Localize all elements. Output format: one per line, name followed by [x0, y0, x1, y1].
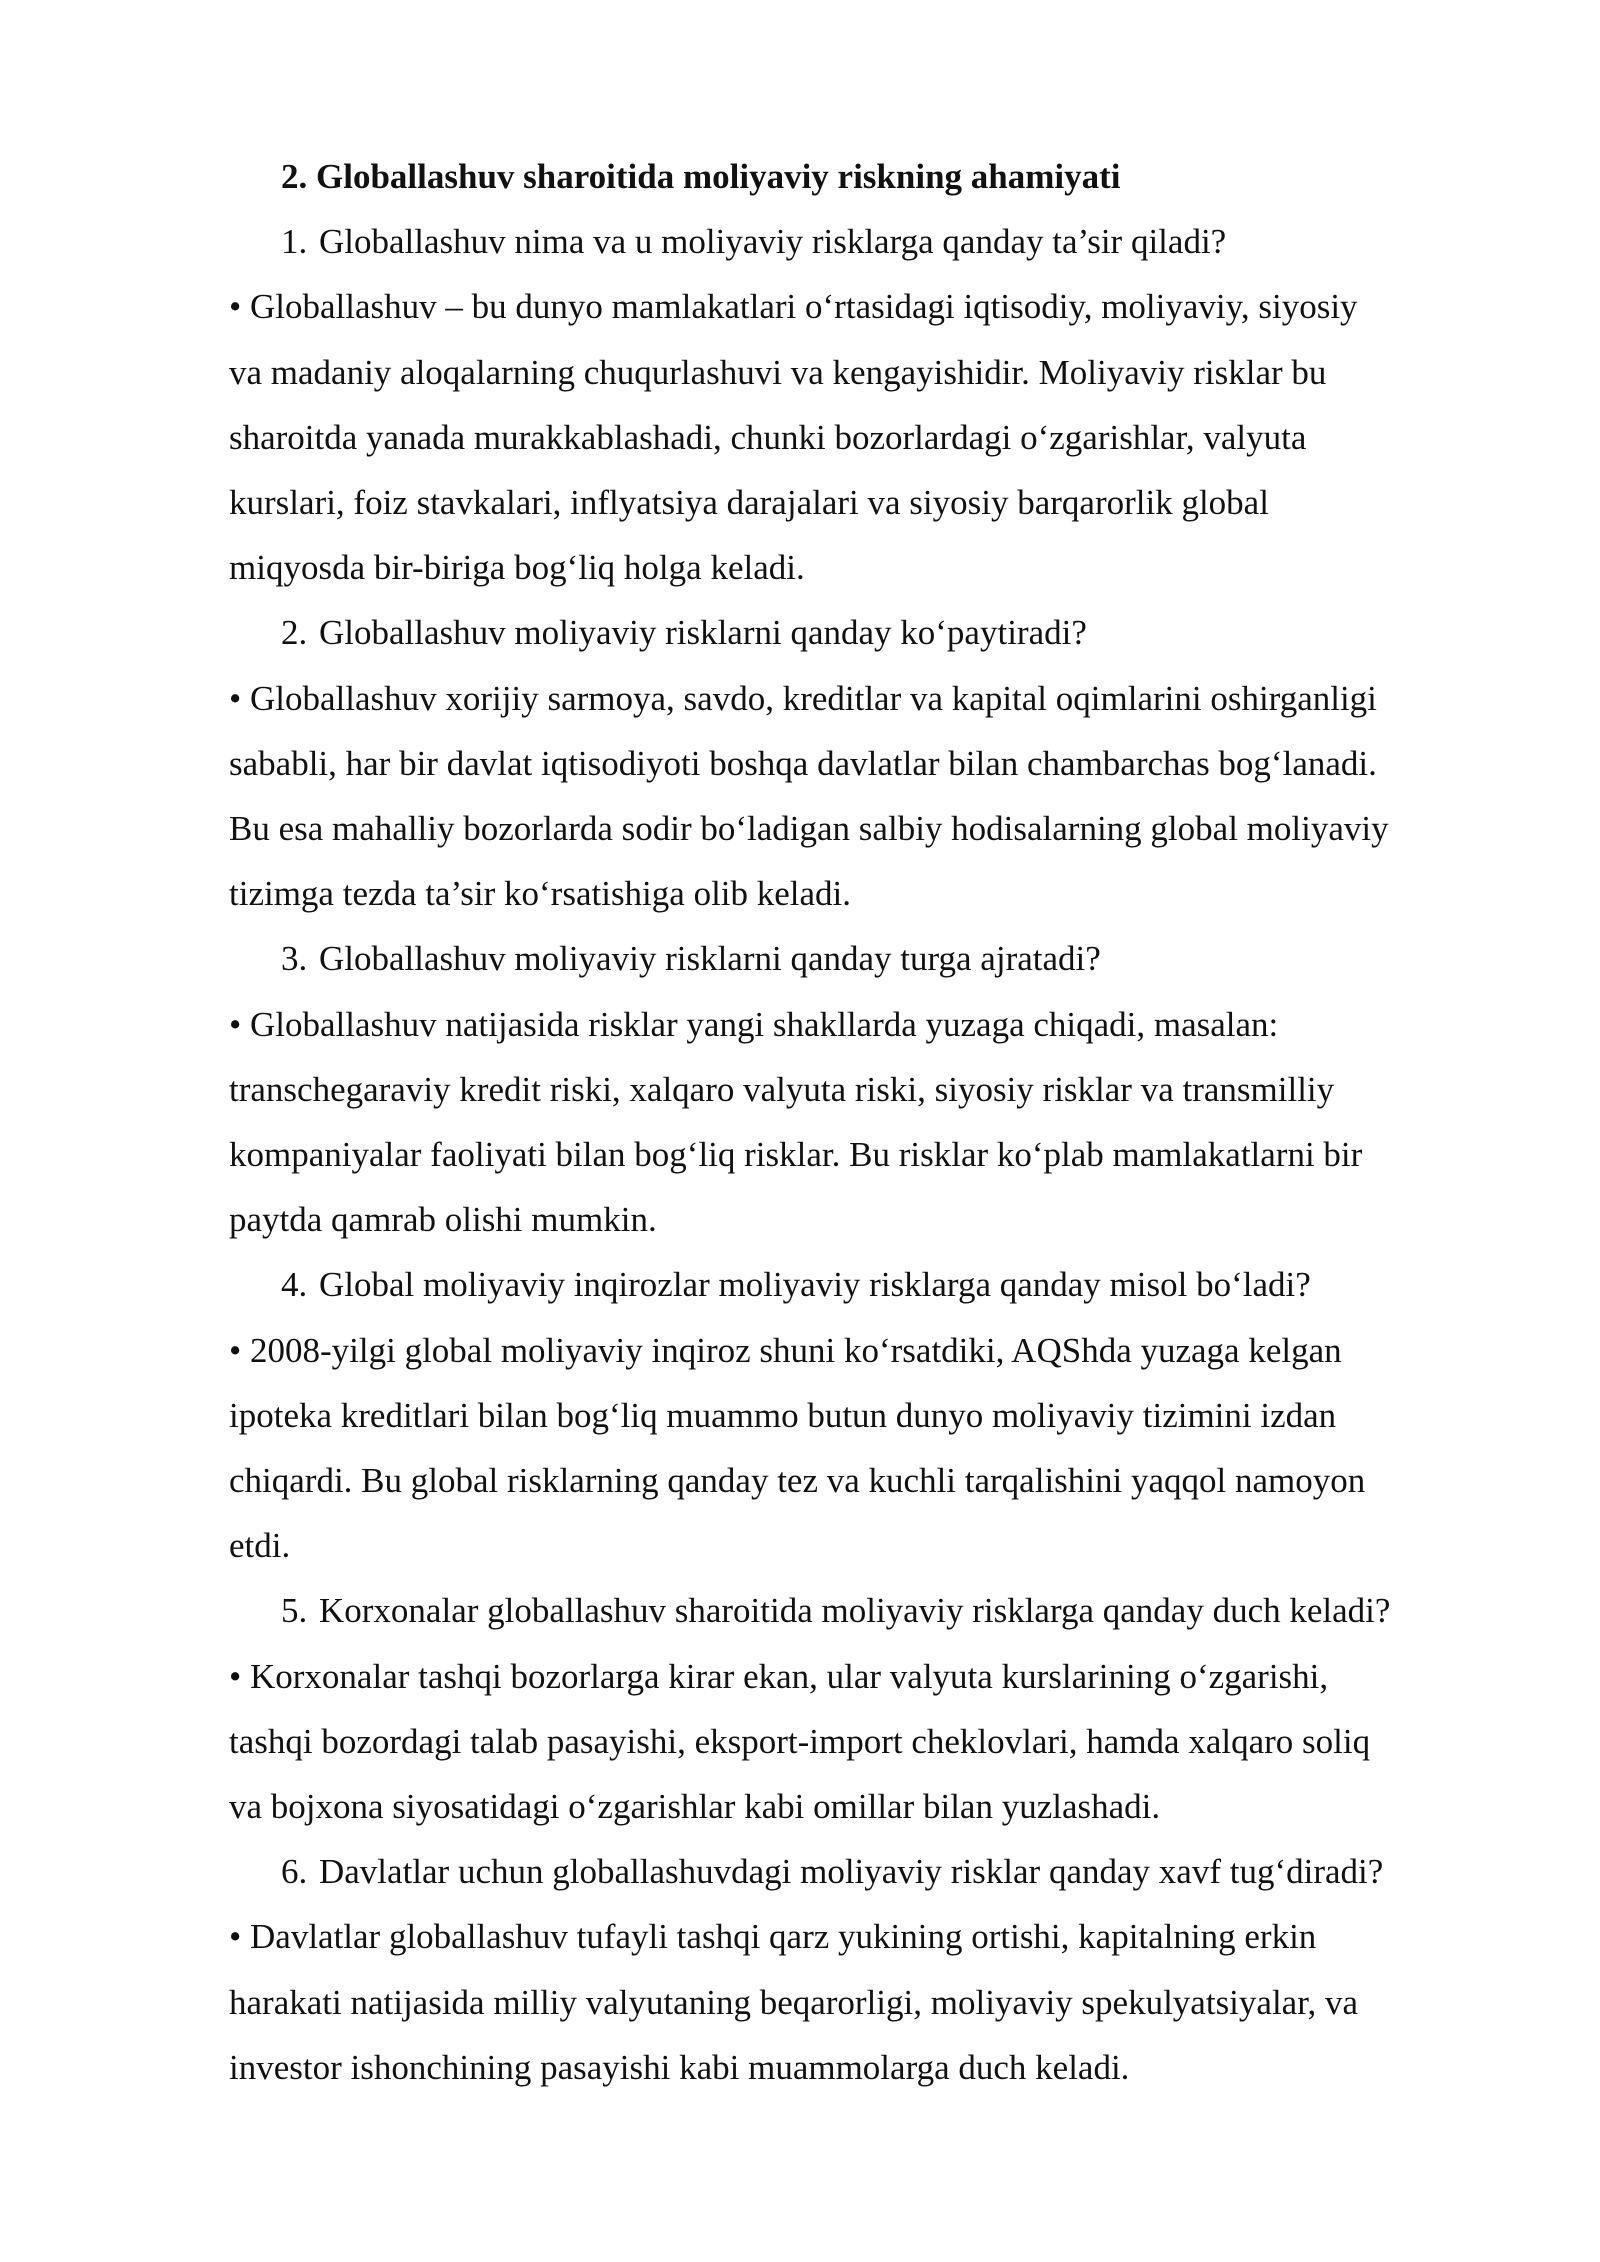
qa-item — [229, 1578, 1489, 1839]
document-body — [229, 144, 1489, 2100]
question — [229, 1839, 1489, 1904]
answer-line: • Korxonalar tashqi bozorlarga kirar ekan, ular valyuta kurslarining o‘zgarishi, — [229, 1656, 1329, 1696]
answer — [229, 666, 1489, 927]
question-number: 6. — [281, 1852, 308, 1892]
answer-line: tizimga tezda ta’sir ko‘rsatishiga olib keladi. — [229, 874, 852, 914]
question-text: Korxonalar globallashuv sharoitida moliyaviy risklarga qanday duch keladi? — [319, 1591, 1391, 1631]
question — [229, 1578, 1489, 1643]
question-text: Davlatlar uchun globallashuvdagi moliyaviy risklar qanday xavf tug‘diradi? — [319, 1852, 1384, 1892]
question-text: Globallashuv nima va u moliyaviy risklarga qanday ta’sir qiladi? — [319, 222, 1227, 262]
question-number: 4. — [281, 1265, 308, 1305]
question-number: 3. — [281, 939, 308, 979]
qa-item — [229, 1252, 1489, 1578]
answer-line: sababli, har bir davlat iqtisodiyoti boshqa davlatlar bilan chambarchas bog‘lanadi. — [229, 743, 1377, 783]
answer-line: kurslari, foiz stavkalari, inflyatsiya darajalari va siyosiy barqarorlik global — [229, 483, 1269, 523]
qa-item — [229, 600, 1489, 926]
question — [229, 926, 1489, 991]
question — [229, 1252, 1489, 1317]
answer-line: transchegaraviy kredit riski, xalqaro valyuta riski, siyosiy risklar va transmilliy — [229, 1069, 1335, 1109]
answer-line: tashqi bozordagi talab pasayishi, eksport-import cheklovlari, hamda xalqaro soliq — [229, 1721, 1371, 1761]
answer-line: paytda qamrab olishi mumkin. — [229, 1200, 657, 1240]
answer — [229, 1318, 1489, 1579]
answer-line: • Globallashuv – bu dunyo mamlakatlari o‘rtasidagi iqtisodiy, moliyaviy, siyosiy — [229, 287, 1358, 327]
question — [229, 600, 1489, 665]
answer-line: ipoteka kreditlari bilan bog‘liq muammo butun dunyo moliyaviy tizimini izdan — [229, 1395, 1337, 1435]
answer-line: kompaniyalar faoliyati bilan bog‘liq risklar. Bu risklar ko‘plab mamlakatlarni bir — [229, 1135, 1363, 1175]
answer-line: investor ishonchining pasayishi kabi muammolarga duch keladi. — [229, 2047, 1130, 2087]
qa-item — [229, 209, 1489, 600]
answer-line: • 2008-yilgi global moliyaviy inqiroz shuni ko‘rsatdiki, AQShda yuzaga kelgan — [229, 1330, 1342, 1370]
answer-line: • Globallashuv xorijiy sarmoya, savdo, kreditlar va kapital oqimlarini oshirganligi — [229, 678, 1377, 718]
answer-line: etdi. — [229, 1526, 291, 1566]
answer-line: sharoitda yanada murakkablashadi, chunki bozorlardagi o‘zgarishlar, valyuta — [229, 417, 1307, 457]
section-heading: 2. Globallashuv sharoitida moliyaviy riskning ahamiyati — [281, 157, 1121, 196]
answer — [229, 992, 1489, 1253]
answer-line: • Davlatlar globallashuv tufayli tashqi qarz yukining ortishi, kapitalning erkin — [229, 1917, 1317, 1957]
qa-list — [229, 209, 1489, 2100]
answer — [229, 274, 1489, 600]
answer-line: harakati natijasida milliy valyutaning beqarorligi, moliyaviy spekulyatsiyalar, va — [229, 1982, 1358, 2022]
answer-line: Bu esa mahalliy bozorlarda sodir bo‘ladigan salbiy hodisalarning global moliyaviy — [229, 809, 1389, 849]
question-text: Globallashuv moliyaviy risklarni qanday turga ajratadi? — [319, 939, 1101, 979]
answer-line: miqyosda bir-biriga bog‘liq holga keladi. — [229, 548, 805, 588]
question-number: 1. — [281, 222, 308, 262]
qa-item — [229, 1839, 1489, 2100]
answer — [229, 1904, 1489, 2100]
answer-line: • Globallashuv natijasida risklar yangi shakllarda yuzaga chiqadi, masalan: — [229, 1004, 1279, 1044]
question-number: 5. — [281, 1591, 308, 1631]
question — [229, 209, 1489, 274]
question-text: Global moliyaviy inqirozlar moliyaviy risklarga qanday misol bo‘ladi? — [319, 1265, 1311, 1305]
answer — [229, 1644, 1489, 1840]
answer-line: va bojxona siyosatidagi o‘zgarishlar kabi omillar bilan yuzlashadi. — [229, 1787, 1161, 1827]
question-number: 2. — [281, 613, 308, 653]
answer-line: chiqardi. Bu global risklarning qanday tez va kuchli tarqalishini yaqqol namoyon — [229, 1461, 1366, 1501]
answer-line: va madaniy aloqalarning chuqurlashuvi va kengayishidir. Moliyaviy risklar bu — [229, 352, 1327, 392]
question-text: Globallashuv moliyaviy risklarni qanday ko‘paytiradi? — [319, 613, 1087, 653]
qa-item — [229, 926, 1489, 1252]
